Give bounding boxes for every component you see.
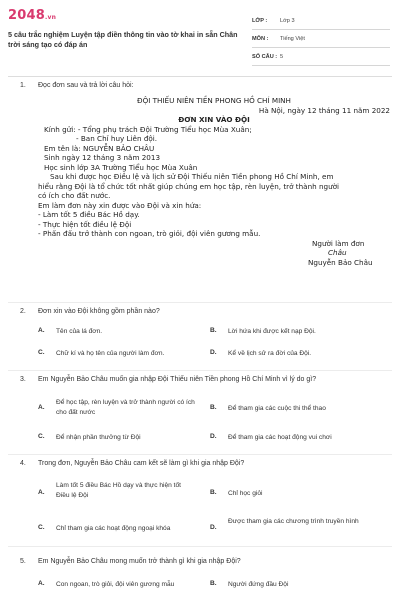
meta-key: LỚP : [252, 17, 268, 24]
option-letter: A. [38, 327, 45, 334]
option-text: Được tham gia các chương trình truyền hình [228, 518, 359, 525]
option-letter: B. [210, 404, 217, 411]
option-letter: B. [210, 580, 217, 587]
question-text: Trong đơn, Nguyễn Bảo Châu cam kết sẽ làm gì khi gia nhập Đội? [38, 460, 245, 467]
section-divider [8, 454, 392, 455]
letter-body-line: hiểu rằng Đội là tổ chức tốt nhất giúp chúng em học tập, rèn luyện, trở thành người [38, 181, 340, 191]
section-divider [8, 370, 392, 371]
site-logo[interactable] [8, 8, 56, 23]
option-text: Chỉ học giỏi [228, 490, 263, 497]
option-letter: A. [38, 580, 45, 587]
logo-suffix: .vn [44, 14, 57, 21]
question-number: 1. [20, 82, 26, 89]
letter-body-line: có ích cho đất nước. [38, 191, 111, 200]
option-text: Người đứng đầu Đội [228, 581, 289, 588]
letter-promise: - Phấn đấu trở thành con ngoan, trò giỏi, đội viên gương mẫu. [38, 229, 261, 238]
option-letter: A. [38, 489, 45, 496]
section-divider [8, 546, 392, 547]
letter-body-line: Em làm đơn này xin được vào Đội và xin hứa: [38, 200, 202, 210]
meta-row-class [252, 12, 390, 30]
meta-value: 5 [280, 53, 284, 60]
question-number: 2. [20, 308, 26, 315]
option-text: Con ngoan, trò giỏi, đội viên gương mẫu [56, 581, 175, 588]
letter-class: Học sinh lớp 3A Trường Tiểu học Mùa Xuân [44, 162, 198, 172]
application-letter [38, 96, 390, 267]
letter-body-line: Sau khi được học Điều lệ và lịch sử Đội Thiếu niên Tiền phong Hồ Chí Minh, em [50, 172, 334, 181]
option-text: Để học tập, rèn luyện và trở thành người có ích cho đất nước [56, 399, 195, 416]
question-text: Em Nguyễn Bảo Châu mong muốn trở thành gì khi gia nhập Đội? [38, 558, 241, 565]
option-letter: D. [210, 524, 217, 531]
option-letter: C. [38, 433, 45, 440]
option-letter: B. [210, 327, 217, 334]
signature-name: Nguyễn Bảo Châu [308, 257, 373, 267]
meta-row-count [252, 48, 390, 66]
option-text: Để tham gia các cuộc thi thể thao [228, 405, 326, 412]
question-text: Đơn xin vào Đội không gồm phần nào? [38, 308, 160, 315]
question-number: 4. [20, 460, 26, 467]
meta-table [252, 12, 390, 66]
meta-value: Tiếng Việt [280, 35, 305, 42]
org-heading: ĐỘI THIẾU NIÊN TIỀN PHONG HỒ CHÍ MINH [137, 96, 291, 105]
page-header [0, 0, 400, 74]
letter-name: Em tên là: NGUYỄN BẢO CHÂU [44, 143, 155, 153]
letter-birthdate: Sinh ngày 12 tháng 3 năm 2013 [44, 153, 161, 162]
page-title: 5 câu trắc nghiệm Luyện tập điền thông tin vào tờ khai in sẵn Chân trời sáng tạo có đáp án [8, 30, 238, 50]
question-text: Đọc đơn sau và trả lời câu hỏi: [38, 82, 134, 89]
letter-promise: - Thực hiện tốt điều lệ Đội [38, 219, 132, 229]
option-letter: C. [38, 349, 45, 356]
option-letter: D. [210, 433, 217, 440]
option-text: Chữ kí và họ tên của người làm đơn. [56, 350, 165, 357]
option-letter: C. [38, 524, 45, 531]
letter-title: ĐƠN XIN VÀO ĐỘI [178, 115, 250, 124]
option-text: Để nhận phần thưởng từ Đội [56, 434, 141, 441]
signature-label: Người làm đơn [312, 238, 365, 248]
meta-key: SỐ CÂU : [252, 53, 278, 60]
question-text: Em Nguyễn Bảo Châu muốn gia nhập Đội Thiếu niên Tiền phong Hồ Chí Minh vì lý do gì? [38, 376, 317, 383]
option-text: Lời hứa khi được kết nạp Đội. [228, 328, 316, 335]
meta-value: Lớp 3 [280, 17, 295, 24]
letter-date: Hà Nội, ngày 12 tháng 11 năm 2022 [258, 105, 390, 115]
header-divider [8, 76, 392, 77]
option-text: Làm tốt 5 điều Bác Hồ dạy và thực hiện tốt Điều lệ Đội [56, 482, 182, 499]
option-letter: D. [210, 349, 217, 356]
logo-text: 2048 [8, 8, 45, 23]
section-divider [8, 302, 392, 303]
question-number: 5. [20, 558, 26, 565]
letter-recipient-2: - Ban Chỉ huy Liên đội. [76, 134, 158, 143]
option-letter: A. [38, 404, 45, 411]
option-text: Để tham gia các hoạt động vui chơi [228, 434, 332, 441]
meta-row-subject [252, 30, 390, 48]
signature: Châu [328, 248, 347, 257]
letter-promise: - Làm tốt 5 điều Bác Hồ dạy. [38, 210, 140, 219]
option-text: Tên của lá đơn. [56, 328, 103, 335]
option-text: Chỉ tham gia các hoạt động ngoại khóa [56, 525, 171, 532]
option-letter: B. [210, 489, 217, 496]
letter-recipient: Kính gửi: - Tổng phụ trách Đội Trường Tiểu học Mùa Xuân; [44, 124, 252, 134]
option-text: Kể về lịch sử ra đời của Đội. [228, 350, 312, 357]
question-number: 3. [20, 376, 26, 383]
meta-key: MÔN : [252, 35, 269, 42]
